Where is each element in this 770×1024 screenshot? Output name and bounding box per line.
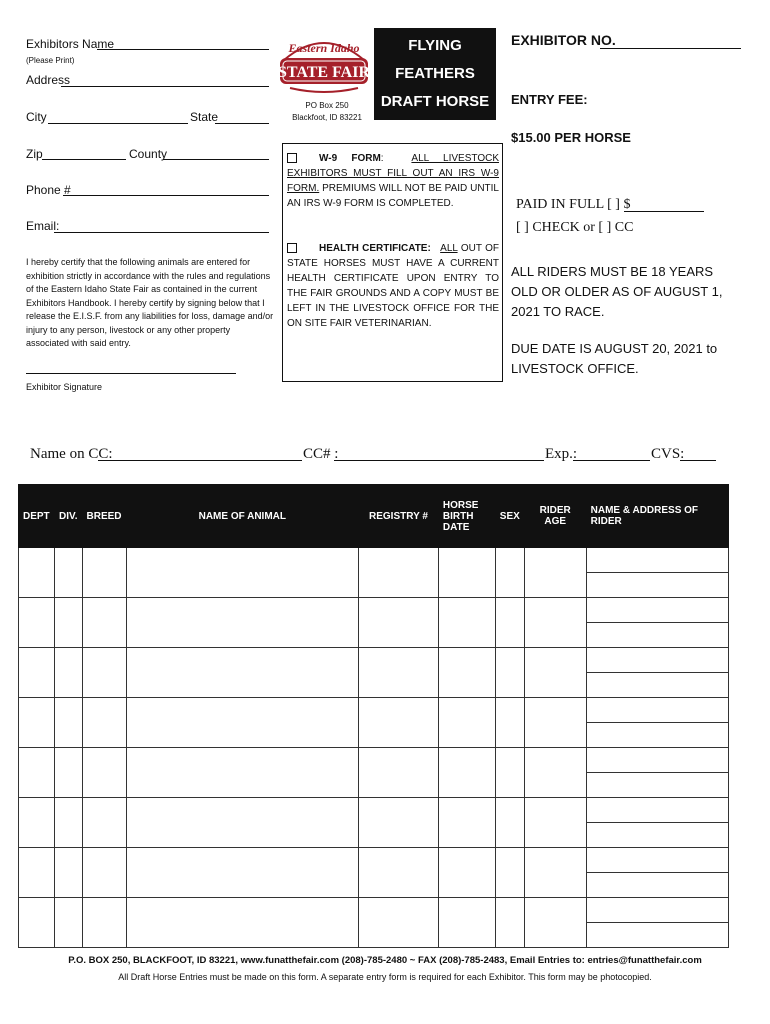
breed-cell[interactable] [82,748,126,798]
rider-line [587,798,728,823]
cc-number-field[interactable] [334,460,544,461]
health-heading: HEALTH CERTIFICATE: [319,243,431,254]
rider-age-cell[interactable] [524,648,586,698]
table-row [19,648,729,698]
table-row [19,798,729,848]
requirements-box [282,143,503,382]
birth-date-cell[interactable] [438,548,495,598]
breed-cell[interactable] [82,698,126,748]
print-note: (Please Print) [26,56,75,65]
div-cell[interactable] [54,798,82,848]
title-line2: DRAFT HORSE [380,93,490,110]
check-or-cc[interactable]: [ ] CHECK or [ ] CC [516,220,634,235]
signature-field[interactable] [26,373,236,374]
table-row [19,898,729,948]
dept-cell[interactable] [19,598,55,648]
header-birth-date: HORSE BIRTH DATE [438,485,495,548]
breed-cell[interactable] [82,548,126,598]
header-rider-name-address: NAME & ADDRESS OF RIDER [586,485,728,548]
animal-name-cell[interactable] [126,598,359,648]
breed-cell[interactable] [82,848,126,898]
breed-cell[interactable] [82,898,126,948]
name-on-cc-field[interactable] [98,460,302,461]
sex-cell[interactable] [495,648,524,698]
rider-name-address-cell[interactable] [586,748,728,798]
exhibitor-no-label: EXHIBITOR NO. [511,32,616,48]
header-sex: SEX [495,485,524,548]
health-all: ALL [440,243,458,254]
registry-cell[interactable] [359,598,439,648]
animal-name-cell[interactable] [126,898,359,948]
birth-date-cell[interactable] [438,698,495,748]
state-field[interactable] [215,123,269,124]
animal-name-cell[interactable] [126,648,359,698]
birth-date-cell[interactable] [438,748,495,798]
header-animal-name: NAME OF ANIMAL [126,485,359,548]
animal-name-cell[interactable] [126,848,359,898]
rider-age-cell[interactable] [524,748,586,798]
header-dept: DEPT [19,485,55,548]
zip-field[interactable] [42,159,126,160]
w9-heading: W-9 FORM [319,153,381,164]
rider-age-cell[interactable] [524,548,586,598]
rider-age-cell[interactable] [524,848,586,898]
address-label: Address [26,73,71,87]
animal-name-cell[interactable] [126,798,359,848]
birth-date-cell[interactable] [438,598,495,648]
signature-label: Exhibitor Signature [26,382,103,392]
div-cell[interactable] [54,848,82,898]
due-date: DUE DATE IS AUGUST 20, 2021 to LIVESTOCK OFFICE. [511,341,718,376]
animal-name-cell[interactable] [126,748,359,798]
w9-underlined-text: ALL LIVESTOCK EXHIBITORS MUST FILL OUT AN IRS W-9 FORM. [287,153,499,194]
registry-cell[interactable] [359,898,439,948]
sex-cell[interactable] [495,848,524,898]
phone-field[interactable] [63,195,269,196]
email-label: Email: [26,219,60,233]
sex-cell[interactable] [495,548,524,598]
entries-table [18,484,729,948]
logo-address [285,100,369,124]
footer-note: All Draft Horse Entries must be made on this form. A separate entry form is required for each Exhibitor. This form may be photocopied. [118,972,652,982]
sex-cell[interactable] [495,748,524,798]
dept-cell[interactable] [19,748,55,798]
rider-name-address-cell[interactable] [586,848,728,898]
rider-line [587,548,728,573]
address-field[interactable] [61,86,269,87]
registry-cell[interactable] [359,798,439,848]
rider-name-address-cell[interactable] [586,548,728,598]
city-label: City [26,110,47,124]
breed-cell[interactable] [82,598,126,648]
state-fair-logo [276,30,372,96]
exp-label: Exp.: [545,446,578,462]
cvs-field[interactable] [680,460,716,461]
title-line1: FLYING FEATHERS [395,37,475,82]
div-cell[interactable] [54,648,82,698]
logo-main-text: STATE FAIR [277,64,371,81]
certification-text: I hereby certify that the following animals are entered for exhibition strictly in accordance with the rules and regulations of the Eastern Idaho State Fair as contained in the current Exhibitors Handbook. I hereby certify by signing below that I release the E.I.S.F. from any liabilities for loss, damage and/or injury to any person, livestock or any other property associated with said entry. [26,257,274,348]
div-cell[interactable] [54,748,82,798]
exhibitor-no-field[interactable] [600,48,741,49]
dept-cell[interactable] [19,648,55,698]
birth-date-cell[interactable] [438,648,495,698]
phone-label: Phone # [26,183,71,197]
w9-checkbox[interactable] [287,153,297,163]
health-notice [287,241,499,331]
rider-name-address-cell[interactable] [586,648,728,698]
sex-cell[interactable] [495,598,524,648]
div-cell[interactable] [54,548,82,598]
animal-name-cell[interactable] [126,698,359,748]
rider-line [587,598,728,623]
table-header-row [19,485,729,548]
exhibitor-name-label: Exhibitors Name [26,37,115,51]
dept-cell[interactable] [19,548,55,598]
rider-line [587,648,728,673]
birth-date-cell[interactable] [438,798,495,848]
title-line3: RACE ENTRY [386,121,484,138]
dept-cell[interactable] [19,698,55,748]
breed-cell[interactable] [82,648,126,698]
entry-fee-label: ENTRY FEE: [511,92,588,107]
breed-cell[interactable] [82,798,126,848]
sex-cell[interactable] [495,898,524,948]
dept-cell[interactable] [19,848,55,898]
div-cell[interactable] [54,698,82,748]
county-label: County [129,147,168,161]
header-registry: REGISTRY # [359,485,439,548]
table-row [19,548,729,598]
registry-cell[interactable] [359,848,439,898]
exp-field[interactable] [573,460,650,461]
w9-text: PREMIUMS WILL NOT BE PAID UNTIL AN IRS W-9 FORM IS COMPLETED. [287,183,499,209]
email-field[interactable] [54,232,269,233]
riders-note: ALL RIDERS MUST BE 18 YEARS OLD OR OLDER AS OF AUGUST 1, 2021 TO RACE. [511,264,723,319]
dept-cell[interactable] [19,898,55,948]
health-text: OUT OF STATE HORSES MUST HAVE A CURRENT HEALTH CERTIFICATE UPON ENTRY TO THE FAIR GROUNDS AND A COPY MUST BE LEFT IN THE LIVESTOCK OFFICE FOR THE ON SITE FAIR VETERINARIAN. [287,243,499,329]
rider-name-address-cell[interactable] [586,898,728,948]
rider-line [587,698,728,723]
cvs-label: CVS: [651,446,685,462]
county-field[interactable] [163,159,269,160]
rider-name-address-cell[interactable] [586,798,728,848]
exhibitor-name-field[interactable] [97,49,269,50]
table-row [19,698,729,748]
table-row [19,748,729,798]
rider-age-cell[interactable] [524,798,586,848]
rider-line [587,898,728,923]
name-on-cc-label: Name on CC: [30,446,113,462]
logo-address-line2: Blackfoot, ID 83221 [292,113,362,122]
table-row [19,598,729,648]
dept-cell[interactable] [19,798,55,848]
div-cell[interactable] [54,598,82,648]
header-breed: BREED [82,485,126,548]
registry-cell[interactable] [359,698,439,748]
health-checkbox[interactable] [287,243,297,253]
rider-age-cell[interactable] [524,898,586,948]
table-row [19,848,729,898]
rider-line [587,748,728,773]
registry-cell[interactable] [359,648,439,698]
logo-address-line1: PO Box 250 [305,101,349,110]
sex-cell[interactable] [495,798,524,848]
birth-date-cell[interactable] [438,898,495,948]
rider-name-address-cell[interactable] [586,698,728,748]
paid-in-full[interactable]: PAID IN FULL [ ] $ [516,197,631,212]
w9-notice: W-9 FORM: ALL LIVESTOCK EXHIBITORS MUST FILL OUT AN IRS W-9 FORM. PREMIUMS WILL NOT BE PAID UNTIL AN IRS W-9 FORM IS COMPLETED. [287,153,499,209]
rider-age-cell[interactable] [524,698,586,748]
rider-name-address-cell[interactable] [586,598,728,648]
registry-cell[interactable] [359,548,439,598]
rider-line [587,848,728,873]
div-cell[interactable] [54,898,82,948]
birth-date-cell[interactable] [438,848,495,898]
city-field[interactable] [48,123,188,124]
paid-amount-field[interactable] [624,211,704,212]
form-title [374,28,496,138]
zip-label: Zip [26,147,43,161]
sex-cell[interactable] [495,698,524,748]
header-div: DIV. [54,485,82,548]
rider-age-cell[interactable] [524,598,586,648]
animal-name-cell[interactable] [126,548,359,598]
fee-text: $15.00 PER HORSE [511,130,631,145]
cc-number-label: CC# : [303,446,339,462]
footer-contact: P.O. BOX 250, BLACKFOOT, ID 83221, www.funatthefair.com (208)-785-2480 ~ FAX (208)-785-2483, Email Entries to: entries@funatthefair.com [68,955,702,966]
registry-cell[interactable] [359,748,439,798]
header-rider-age: RIDER AGE [524,485,586,548]
logo-top-text: Eastern Idaho [288,41,360,55]
state-label: State [190,110,219,124]
